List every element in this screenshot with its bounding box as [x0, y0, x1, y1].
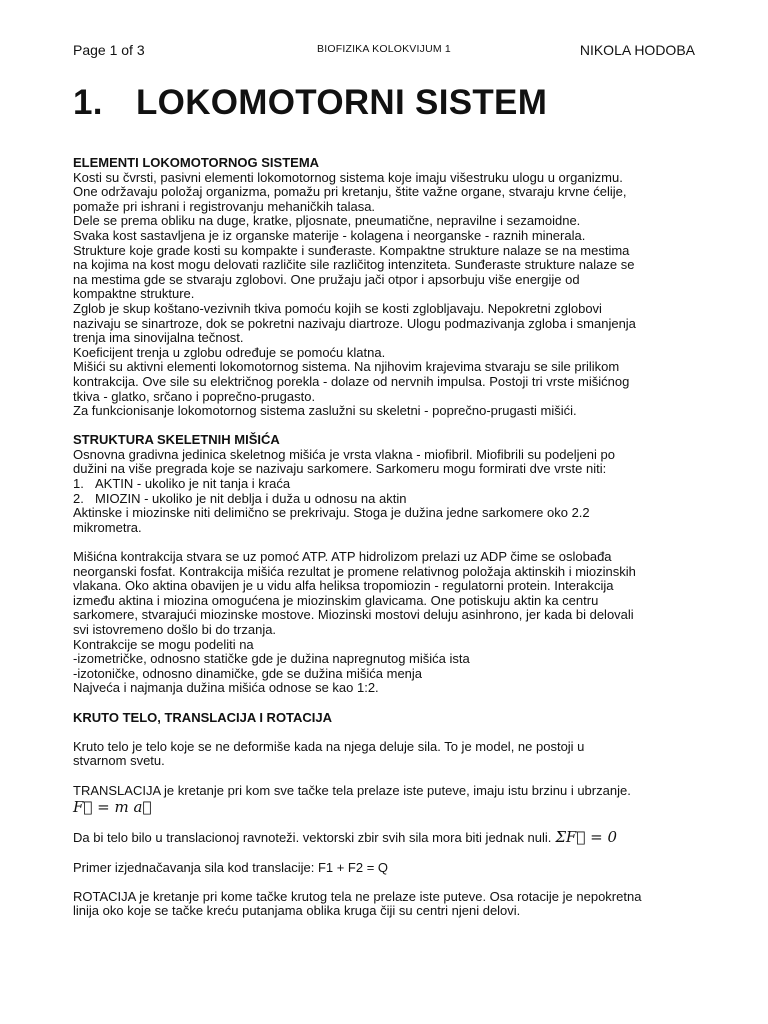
text-line: -izotoničke, odnosno dinamičke, gde se dužina mišića menja	[73, 665, 423, 681]
text-line: na mestima gde se stvaraju zglobovi. One pružaju jači otpor i apsorbuju više energije od	[73, 271, 580, 287]
text-line: -izometričke, odnosno statičke gde je dužina napregnutog mišića ista	[73, 651, 470, 667]
text-line: Kontrakcije se mogu podeliti na	[73, 636, 254, 652]
text-line: Za funkcionisanje lokomotornog sistema zaslužni su skeletni - poprečno-prugasti mišići.	[73, 403, 577, 419]
text-line: kompaktne strukture.	[73, 286, 195, 302]
text-line: ROTACIJA je kretanje pri kome tačke krutog tela ne prelaze iste puteve. Osa rotacije je nepokretna	[73, 888, 642, 904]
text-line: kontrakcija. Ove sile su električnog porekla - dolaze od nervnih impulsa. Postoji tri vrste mišićnog	[73, 373, 630, 389]
text-line: između aktina i miozina omogućena je miozinskim glavicama. One potiskuju aktin ka centru	[73, 592, 599, 608]
text-line: trenja ima sinovijalna tečnost.	[73, 330, 244, 346]
text-line: Najveća i najmanja dužina mišića odnose se kao 1:2.	[73, 680, 379, 696]
list-number: 1.	[73, 476, 84, 492]
list-item	[73, 477, 720, 492]
text-line: svi istovremeno došlo bi do trzanja.	[73, 622, 277, 637]
section-kruto-telo	[73, 711, 720, 919]
text-line: pomaže pri ishrani i registrovanju mehaničkih talasa.	[73, 198, 376, 214]
filament-list	[73, 477, 720, 506]
list-item	[73, 492, 720, 507]
page-number: Page 1 of 3	[73, 42, 145, 58]
author-name: NIKOLA HODOBA	[579, 42, 695, 58]
text-line: Primer izjednačavanja sila kod translacije: F1 + F2 = Q	[73, 859, 389, 875]
text-line: Osnovna gradivna jedinica skeletnog mišića je vrsta vlakna - miofibril. Miofibrili su podeljeni po	[73, 446, 615, 462]
text-line: linija oko koje se tačke kreću putanjama oblika kruga čiji su centri njeni delovi.	[73, 903, 521, 919]
text-line: Mišićna kontrakcija stvara se uz pomoć ATP. ATP hidrolizom prelazi uz ADP čime se oslobađa	[73, 549, 612, 565]
chapter-title-text: LOKOMOTORNI SISTEM	[136, 83, 548, 122]
course-title: BIOFIZIKA KOLOKVIJUM 1	[317, 43, 451, 55]
text-line: Strukture koje grade kosti su kompakte i sunđeraste. Kompaktne strukture nalaze se na mestima	[73, 242, 630, 258]
section-struktura	[73, 433, 720, 696]
section-heading: STRUKTURA SKELETNIH MIŠIĆA	[73, 432, 280, 448]
text-line: tkiva - glatko, srčano i poprečno-prugasto.	[73, 388, 316, 404]
text-line: sarkomere, stvarajući miozinske mostove. Miozinski mostovi deluju asinhrono, jer kada bi delovali	[73, 607, 634, 623]
section-elementi	[73, 156, 720, 419]
text-line: nazivaju se sinartroze, dok se pokretni nazivaju diartroze. Ulogu podmazivanja zgloba i smanjenja	[73, 315, 636, 331]
text-line: Mišići su aktivni elementi lokomotornog sistema. Na njihovim krajevima stvaraju se sile prilikom	[73, 359, 620, 375]
text-line: One održavaju položaj organizma, pomažu pri kretanju, štite važne organe, stvaraju krvne ćelije,	[73, 184, 627, 200]
text-line: dužini na više pregrada koje se nazivaju sarkomere. Sarkomeru mogu formirati dve vrste niti:	[73, 461, 607, 477]
text-line: neorganski fosfat. Kontrakcija mišića rezultat je promene relativnog položaja aktinskih i miozinskih	[73, 563, 636, 579]
text-line: Svaka kost sastavljena je iz organske materije - kolagena i neorganske - raznih minerala.	[73, 227, 586, 243]
text-line: Kruto telo je telo koje se ne deformiše kada na njega deluje sila. To je model, ne postoji u	[73, 738, 585, 754]
chapter-number: 1.	[73, 83, 103, 122]
text-line	[73, 830, 720, 846]
equilibrium-text: Da bi telo bilo u translacionoj ravnoteži. vektorski zbir svih sila mora biti jednak nuli.	[73, 830, 552, 846]
list-text: AKTIN - ukoliko je nit tanja i kraća	[95, 476, 291, 492]
text-line: Dele se prema obliku na duge, kratke, pljosnate, pneumatične, nepravilne i sezamoidne.	[73, 213, 581, 229]
page-header	[73, 42, 695, 62]
text-line: mikrometra.	[73, 519, 142, 535]
text-line: Kosti su čvrsti, pasivni elementi lokomotornog sistema koje imaju višestruku ulogu u organizmu.	[73, 169, 623, 185]
text-line: stvarnom svetu.	[73, 753, 165, 769]
text-line: Koeficijent trenja u zglobu određuje se pomoću klatna.	[73, 344, 386, 360]
text-line: TRANSLACIJA je kretanje pri kom sve tačke tela prelaze iste puteve, imaju istu brzinu i ubrzanje.	[73, 782, 631, 798]
text-line: Aktinske i miozinske niti delimično se prekrivaju. Stoga je dužina jedne sarkomere oko 2.2	[73, 505, 590, 521]
text-line: na kojima na kost mogu delovati različite sile različitog intenziteta. Sunđeraste strukture nalaze se	[73, 257, 635, 273]
list-number: 2.	[73, 490, 84, 506]
text-line: Zglob je skup koštano-vezivnih tkiva pomoću kojih se kosti zglobljavaju. Nepokretni zglobovi	[73, 300, 602, 316]
chapter-title	[73, 83, 547, 123]
text-line: vlakana. Oko aktina obavijen je u vidu alfa heliksa tropomiozin - regulatorni protein. Interakcija	[73, 578, 614, 594]
section-heading: KRUTO TELO, TRANSLACIJA I ROTACIJA	[73, 709, 333, 725]
section-heading: ELEMENTI LOKOMOTORNOG SISTEMA	[73, 155, 320, 170]
equation-sum-forces: ΣF⃗ = 0	[555, 828, 617, 847]
equation-newton: F⃗ = m a⃗	[73, 798, 152, 817]
list-text: MIOZIN - ukoliko je nit deblja i duža u odnosu na aktin	[95, 490, 407, 506]
document-body	[73, 156, 720, 919]
